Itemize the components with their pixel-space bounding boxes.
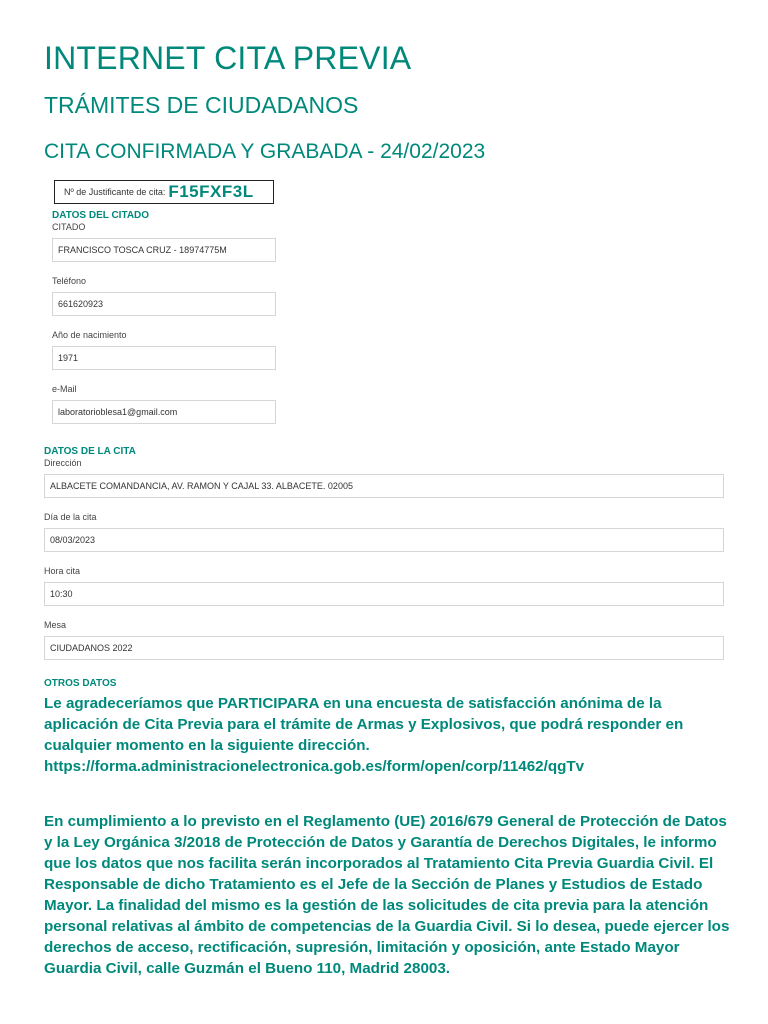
cita-section-title: DATOS DE LA CITA <box>44 446 136 457</box>
encuesta-text: Le agradeceríamos que PARTICIPARA en una encuesta de satisfacción anónima de la aplicación de Cita Previa para el trámite de Armas y Explosivos, que podrá responder en cualquier momento en la siguiente dirección. <box>44 695 684 754</box>
justificante-box <box>54 180 274 204</box>
hora-field[interactable]: 10:30 <box>44 582 724 606</box>
proteccion-datos-paragraph <box>44 811 734 979</box>
mesa-label: Mesa <box>44 620 67 630</box>
otros-section-title: OTROS DATOS <box>44 678 117 689</box>
justificante-value: F15FXF3L <box>168 182 254 201</box>
citado-field[interactable]: FRANCISCO TOSCA CRUZ - 18974775M <box>52 238 276 262</box>
citado-section-title: DATOS DEL CITADO <box>52 210 150 221</box>
dia-field[interactable]: 08/03/2023 <box>44 528 724 552</box>
confirmation-heading: CITA CONFIRMADA Y GRABADA - 24/02/2023 <box>44 140 486 163</box>
justificante-label: Nº de Justificante de cita: <box>64 187 166 197</box>
page-title: INTERNET CITA PREVIA <box>44 40 412 76</box>
mesa-field[interactable]: CIUDADANOS 2022 <box>44 636 724 660</box>
direccion-label: Dirección <box>44 458 82 468</box>
encuesta-paragraph <box>44 693 734 777</box>
nacimiento-label: Año de nacimiento <box>52 330 127 340</box>
proteccion-text: En cumplimiento a lo previsto en el Reglamento (UE) 2016/679 General de Protección de Datos y la Ley Orgánica 3/2018 de Protección de Datos y Garantía de Derechos Digitales, le informo que los datos que nos facilita serán incorporados al Tratamiento Cita Previa Guardia Civil. El Responsable de dicho Tratamiento es el Jefe de la Sección de Planes y Estudios de Estado Mayor. La finalidad del mismo es la gestión de las solicitudes de cita previa para la atención personal relativas al ámbito de competencias de la Guardia Civil. Si lo desea, puede ejercer los derechos de acceso, rectificación, supresión, limitación y oposición, ante Estado Mayor Guardia Civil, calle Guzmán el Bueno 110, Madrid 28003. <box>44 813 730 977</box>
page-subtitle: TRÁMITES DE CIUDADANOS <box>44 92 359 118</box>
dia-label: Día de la cita <box>44 512 97 522</box>
telefono-label: Teléfono <box>52 276 87 286</box>
email-field[interactable]: laboratorioblesa1@gmail.com <box>52 400 276 424</box>
citado-label: CITADO <box>52 222 86 232</box>
direccion-field[interactable]: ALBACETE COMANDANCIA, AV. RAMON Y CAJAL 33. ALBACETE. 02005 <box>44 474 724 498</box>
encuesta-link[interactable]: https://forma.administracionelectronica.gob.es/form/open/corp/11462/qgTv <box>44 758 585 775</box>
email-label: e-Mail <box>52 384 77 394</box>
hora-label: Hora cita <box>44 566 81 576</box>
nacimiento-field[interactable]: 1971 <box>52 346 276 370</box>
telefono-field[interactable]: 661620923 <box>52 292 276 316</box>
